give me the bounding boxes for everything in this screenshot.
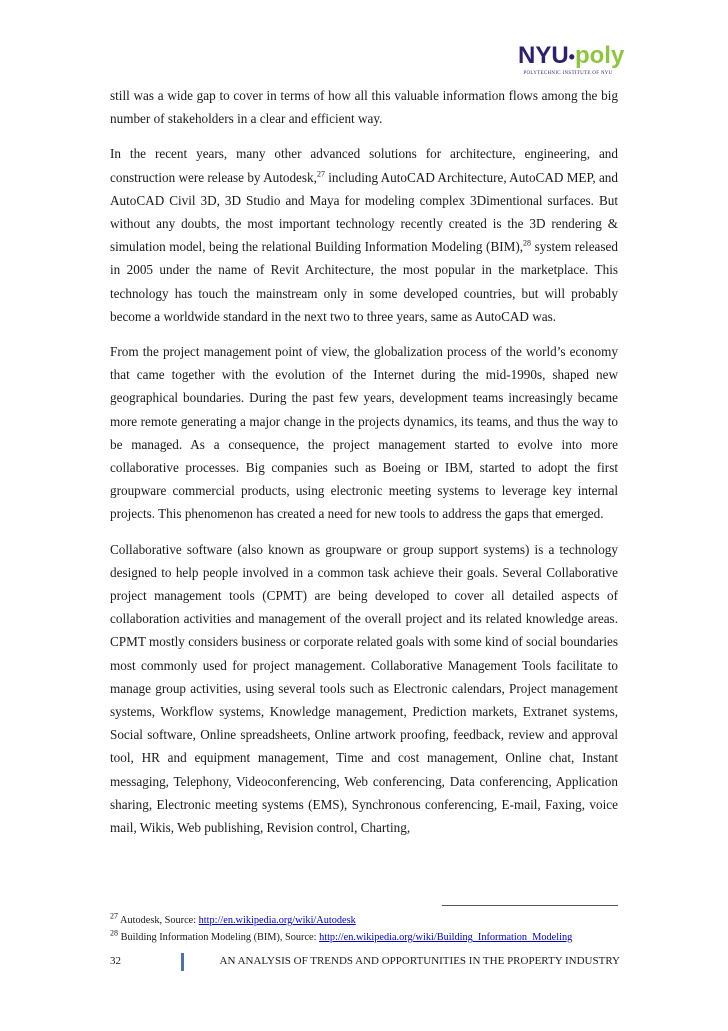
logo-nyu-text: NYU [518,42,569,69]
footnote-27 [110,912,630,929]
paragraph-4: Collaborative software (also known as groupware or group support systems) is a technology designed to help people involved in a common task achieve their goals. Several Collaborative project management tools (CPMT) are being developed to cover all detailed aspects of collaboration activities and management of the overall project and its related knowledge areas. CPMT mostly considers business or corporate related goals with some kind of social boundaries most commonly used for project management. Collaborative Management Tools facilitate to manage group activities, using several tools such as Electronic calendars, Project management systems, Workflow systems, Knowledge management, Prediction markets, Extranet systems, Social software, Online spreadsheets, Online artwork proofing, feedback, review and approval tool, HR and equipment management, Time and cost management, Online chat, Instant messaging, Telephony, Videoconferencing, Web conferencing, Data conferencing, Application sharing, Electronic meeting systems (EMS), Synchronous conferencing, E-mail, Faxing, voice mail, Wikis, Web publishing, Revision control, Charting, [110,541,618,836]
logo-subtitle: POLYTECHNIC INSTITUTE OF NYU [523,71,613,76]
page-number: 32 [110,955,121,967]
footnote-text: Autodesk, Source: [118,915,199,926]
paragraph-2-part-a: In the recent years, many other advanced solutions for architecture, engineering, and construction were release by Autodesk, [110,146,618,185]
footnote-28 [110,929,630,946]
nyu-poly-logo [518,42,625,76]
logo-poly-text: poly [574,42,625,69]
footnote-ref-28[interactable]: 28 [523,238,532,248]
footnote-ref-27[interactable]: 27 [316,169,325,179]
paragraph-2-part-b: including AutoCAD Architecture, AutoCAD MEP, and AutoCAD Civil 3D, 3D Studio and Maya for modeling complex 3Dimentional surfaces. But without any doubts, the most important technology recently created is the 3D rendering & simulation model, being the relational Building Information Modeling (BIM), [110,169,618,255]
paragraph-1: still was a wide gap to cover in terms of how all this valuable information flows among the big number of stakeholders in a clear and efficient way. [110,88,618,127]
paragraph-2 [110,142,618,328]
logo-dot: • [568,47,575,67]
footnote-text: Building Information Modeling (BIM), Source: [118,932,320,943]
footer-accent-bar [181,953,184,971]
page-footer [110,953,620,973]
footnote-link[interactable]: http://en.wikipedia.org/wiki/Building_Information_Modeling [319,932,573,943]
footer-title: AN ANALYSIS OF TRENDS AND OPPORTUNITIES IN THE PROPERTY INDUSTRY [219,955,620,967]
footnotes [110,912,630,946]
footnote-divider [442,905,618,906]
body-text [110,84,618,851]
logo-wordmark [518,42,625,69]
footnote-link[interactable]: http://en.wikipedia.org/wiki/Autodesk [198,915,356,926]
footnote-number: 27 [110,911,118,921]
paragraph-2-part-c: system released in 2005 under the name of Revit Architecture, the most popular in the marketplace. This technology has touch the mainstream only in some developed countries, but will probably become a worldwide standard in the next two to three years, same as AutoCAD was. [110,239,618,324]
paragraph-3: From the project management point of view, the globalization process of the world’s economy that came together with the evolution of the Internet during the mid-1990s, shaped new geographical boundaries. During the past few years, development teams increasingly became more remote generating a major change in the projects dynamics, its teams, and thus the way to be managed. As a consequence, the project management started to evolve into more collaborative processes. Big companies such as Boeing or IBM, started to adopt the first groupware commercial products, using electronic meeting systems to leverage key internal projects. This phenomenon has created a need for new tools to address the gaps that emerged. [110,344,618,522]
footnote-number: 28 [110,928,118,938]
